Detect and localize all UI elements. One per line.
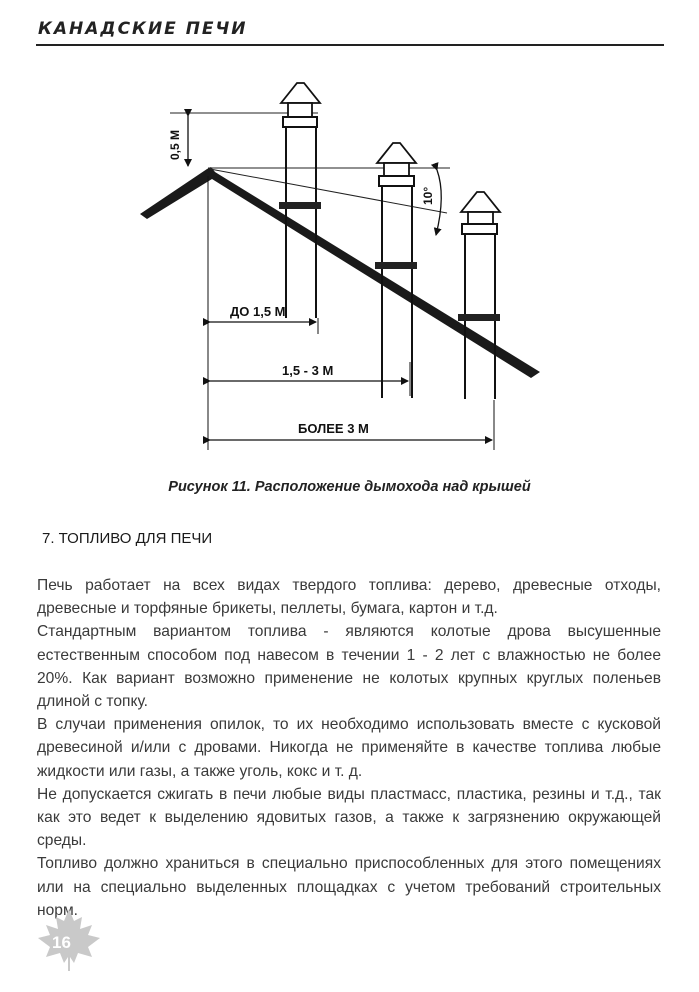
paragraph: Топливо должно храниться в специально приспособленных для этого помещениях или на специально выделенных площадках с учетом требований строительных норм. (37, 855, 661, 919)
page-number: 16 (52, 933, 71, 952)
figure-caption: Рисунок 11. Расположение дымохода над крышей (168, 479, 531, 495)
chimney-2 (375, 143, 417, 398)
paragraph: Не допускается сжигать в печи любые виды пластмасс, пластика, резины и т.д., так как это ведет к выделению ядовитых газов, а также к загрязнению окружающей среды. (37, 785, 661, 850)
distance-label-3: БОЛЕЕ 3 М (298, 421, 369, 436)
body-text (37, 574, 661, 922)
paragraph: Печь работает на всех видах твердого топлива: дерево, древесные отходы, древесные и торфяные брикеты, пеллеты, бумага, картон и т.д. (37, 577, 661, 618)
paragraph: Стандартным вариантом топлива - являются колотые дрова высушенные естественным способом под навесом в течении 1 - 2 лет с влажностью не более 20%. Как вариант возможно применение не колотых крупных круглых поленьев длиной с топку. (37, 623, 661, 711)
page-number-badge (34, 905, 104, 975)
distance-label-2: 1,5 - 3 М (282, 363, 334, 378)
section-title: 7. ТОПЛИВО ДЛЯ ПЕЧИ (42, 530, 213, 547)
chimney-roof-diagram (0, 0, 699, 470)
chimney-1 (279, 83, 321, 318)
running-header-title: КАНАДСКИЕ ПЕЧИ (38, 19, 248, 39)
paragraph: В случаи применения опилок, то их необходимо использовать вместе с кусковой древесиной и/или с дровами. Никогда не применяйте в качестве топлива любые жидкости или газы, а также уголь, кокс и т. д. (37, 716, 661, 780)
angle-label: 10° (421, 186, 435, 205)
chimney-3 (458, 192, 500, 399)
distance-label-1: ДО 1,5 М (230, 304, 286, 319)
height-dimension (168, 116, 188, 166)
height-label: 0,5 М (168, 129, 182, 160)
angle-dimension (421, 170, 441, 235)
